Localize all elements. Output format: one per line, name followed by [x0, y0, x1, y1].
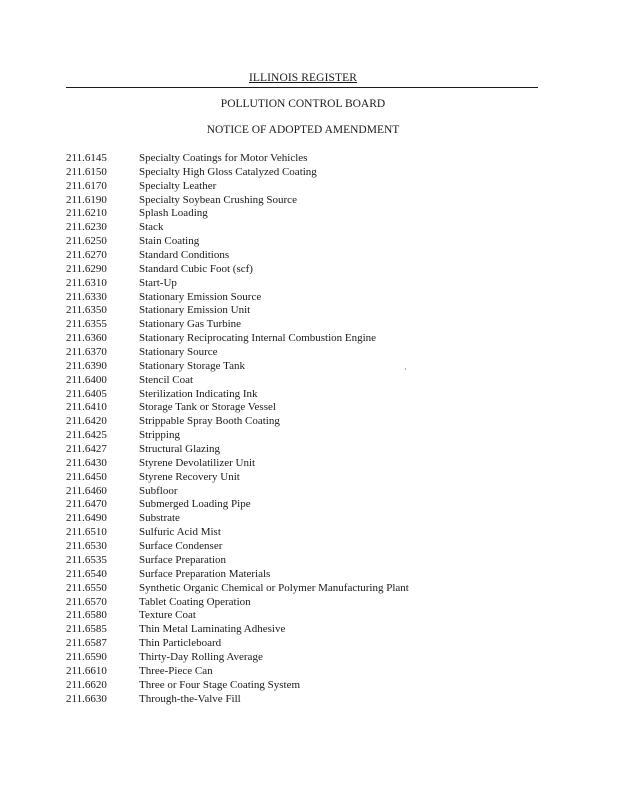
- register-title: ILLINOIS REGISTER: [248, 72, 358, 84]
- section-number: 211.6425: [66, 429, 107, 442]
- section-row: [66, 540, 409, 554]
- section-list: [66, 152, 409, 706]
- section-row: [66, 221, 409, 235]
- section-row: [66, 512, 409, 526]
- section-row: [66, 263, 409, 277]
- section-number: 211.6570: [66, 595, 107, 608]
- section-title: Thin Particleboard: [139, 637, 222, 650]
- section-number: 211.6270: [66, 249, 107, 262]
- stray-mark: ·: [404, 365, 407, 374]
- section-title: Three-Piece Can: [139, 664, 213, 677]
- section-row: [66, 554, 409, 568]
- section-row: [66, 471, 409, 485]
- section-number: 211.6390: [66, 359, 107, 372]
- section-row: [66, 582, 409, 596]
- section-title: Splash Loading: [139, 207, 208, 220]
- section-title: Stationary Source: [139, 346, 218, 359]
- section-row: [66, 415, 409, 429]
- section-title: Stack: [139, 221, 164, 234]
- section-title: Specialty Leather: [139, 179, 217, 192]
- section-number: 211.6210: [66, 207, 107, 220]
- section-title: Stationary Gas Turbine: [139, 318, 242, 331]
- section-number: 211.6620: [66, 678, 107, 691]
- section-title: Sulfuric Acid Mist: [139, 526, 221, 539]
- section-row: [66, 401, 409, 415]
- section-row: [66, 360, 409, 374]
- section-row: [66, 346, 409, 360]
- section-number: 211.6360: [66, 332, 107, 345]
- section-number: 211.6405: [66, 387, 107, 400]
- section-row: [66, 596, 409, 610]
- section-title: Surface Condenser: [139, 540, 223, 553]
- section-title: Storage Tank or Storage Vessel: [139, 401, 276, 414]
- section-number: 211.6290: [66, 262, 107, 275]
- section-title: Surface Preparation: [139, 553, 227, 566]
- section-title: Strippable Spray Booth Coating: [139, 415, 280, 428]
- section-row: [66, 318, 409, 332]
- section-number: 211.6427: [66, 443, 107, 456]
- section-title: Stripping: [139, 429, 180, 442]
- section-number: 211.6610: [66, 664, 107, 677]
- section-number: 211.6150: [66, 165, 107, 178]
- section-row: [66, 485, 409, 499]
- section-number: 211.6585: [66, 623, 107, 636]
- section-number: 211.6355: [66, 318, 107, 331]
- section-row: [66, 180, 409, 194]
- section-number: 211.6630: [66, 692, 107, 705]
- section-title: Synthetic Organic Chemical or Polymer Manufacturing Plant: [139, 581, 409, 594]
- section-title: Standard Cubic Foot (scf): [139, 262, 253, 275]
- section-row: [66, 152, 409, 166]
- section-title: Standard Conditions: [139, 249, 230, 262]
- section-row: [66, 388, 409, 402]
- section-title: Specialty Soybean Crushing Source: [139, 193, 297, 206]
- section-row: [66, 429, 409, 443]
- section-title: Specialty High Gloss Catalyzed Coating: [139, 165, 317, 178]
- section-number: 211.6510: [66, 526, 107, 539]
- section-number: 211.6530: [66, 540, 107, 553]
- section-row: [66, 332, 409, 346]
- section-title: Tablet Coating Operation: [139, 595, 251, 608]
- section-row: [66, 457, 409, 471]
- section-title: Texture Coat: [139, 609, 196, 622]
- section-title: Submerged Loading Pipe: [139, 498, 251, 511]
- board-title: POLLUTION CONTROL BOARD: [220, 98, 386, 110]
- section-number: 211.6430: [66, 456, 107, 469]
- section-number: 211.6460: [66, 484, 107, 497]
- section-number: 211.6250: [66, 235, 107, 248]
- section-number: 211.6580: [66, 609, 107, 622]
- section-number: 211.6310: [66, 276, 107, 289]
- section-number: 211.6470: [66, 498, 107, 511]
- section-title: Styrene Recovery Unit: [139, 470, 240, 483]
- section-number: 211.6190: [66, 193, 107, 206]
- section-title: Sterilization Indicating Ink: [139, 387, 258, 400]
- section-number: 211.6230: [66, 221, 107, 234]
- section-row: [66, 166, 409, 180]
- section-number: 211.6550: [66, 581, 107, 594]
- section-title: Stationary Emission Unit: [139, 304, 251, 317]
- section-number: 211.6587: [66, 637, 107, 650]
- section-row: [66, 637, 409, 651]
- section-title: Thirty-Day Rolling Average: [139, 650, 263, 663]
- section-number: 211.6145: [66, 152, 107, 164]
- section-title: Stencil Coat: [139, 373, 194, 386]
- section-title: Surface Preparation Materials: [139, 567, 271, 580]
- section-row: [66, 623, 409, 637]
- section-row: [66, 693, 409, 707]
- section-title: Stationary Reciprocating Internal Combustion Engine: [139, 332, 377, 345]
- section-row: [66, 194, 409, 208]
- section-number: 211.6330: [66, 290, 107, 303]
- section-title: Stain Coating: [139, 235, 200, 248]
- section-row: [66, 679, 409, 693]
- section-number: 211.6535: [66, 553, 107, 566]
- section-title: Start-Up: [139, 276, 177, 289]
- section-number: 211.6590: [66, 650, 107, 663]
- section-row: [66, 443, 409, 457]
- section-number: 211.6400: [66, 373, 107, 386]
- section-row: [66, 568, 409, 582]
- section-row: [66, 526, 409, 540]
- section-title: Through-the-Valve Fill: [139, 692, 241, 705]
- section-title: Structural Glazing: [139, 443, 220, 456]
- section-number: 211.6490: [66, 512, 107, 525]
- section-number: 211.6370: [66, 346, 107, 359]
- section-row: [66, 207, 409, 221]
- section-row: [66, 609, 409, 623]
- section-row: [66, 498, 409, 512]
- section-number: 211.6420: [66, 415, 107, 428]
- section-row: [66, 249, 409, 263]
- section-row: [66, 291, 409, 305]
- section-row: [66, 235, 409, 249]
- section-row: [66, 374, 409, 388]
- section-title: Thin Metal Laminating Adhesive: [139, 623, 286, 636]
- section-title: Three or Four Stage Coating System: [139, 678, 301, 691]
- section-title: Stationary Storage Tank: [139, 359, 245, 372]
- section-number: 211.6450: [66, 470, 107, 483]
- section-number: 211.6410: [66, 401, 107, 414]
- section-row: [66, 665, 409, 679]
- section-title: Specialty Coatings for Motor Vehicles: [139, 152, 308, 164]
- section-number: 211.6540: [66, 567, 107, 580]
- section-number: 211.6350: [66, 304, 107, 317]
- notice-title: NOTICE OF ADOPTED AMENDMENT: [206, 124, 400, 136]
- section-number: 211.6170: [66, 179, 107, 192]
- section-row: [66, 651, 409, 665]
- section-row: [66, 277, 409, 291]
- section-title: Subfloor: [139, 484, 178, 497]
- header-rule: [66, 87, 538, 88]
- section-row: [66, 304, 409, 318]
- section-title: Styrene Devolatilizer Unit: [139, 456, 256, 469]
- section-title: Substrate: [139, 512, 180, 525]
- section-title: Stationary Emission Source: [139, 290, 262, 303]
